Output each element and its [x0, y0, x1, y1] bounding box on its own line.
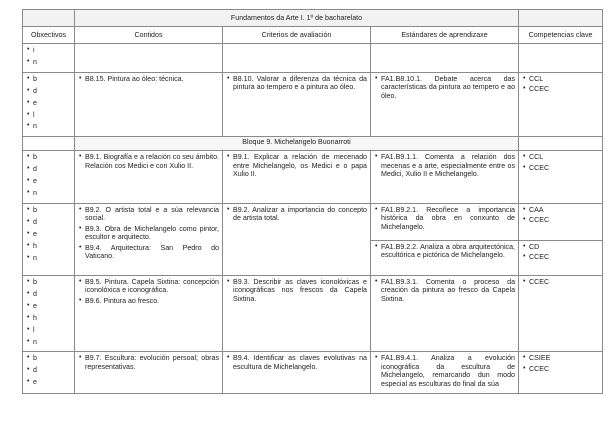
contido-item: • B8.15. Pintura ao óleo: técnica.: [85, 75, 219, 83]
objective-item: • b: [33, 153, 71, 161]
criterio-item: • B8.10. Valorar a diferenza da técnica da pintura ao tempero e a pintura ao óleo.: [233, 75, 367, 92]
objective-item: • e: [33, 177, 71, 185]
objective-item: • n: [33, 189, 71, 197]
contido-item: • B9.3. Obra de Michelangelo como pintor, escultor e arquitecto.: [85, 225, 219, 242]
criterio-item: • B9.4. Identificar as claves evolutivas na escultura de Michelangelo.: [233, 354, 367, 371]
table-row: [23, 203, 603, 240]
objectives-cell: [23, 275, 75, 351]
contidos-cell: [75, 203, 223, 275]
competencias-cell: [519, 240, 603, 275]
criterios-cell: [223, 275, 371, 351]
objective-item: • d: [33, 165, 71, 173]
objective-item: • b: [33, 278, 71, 286]
contidos-cell: [75, 151, 223, 204]
objective-item: • n: [33, 58, 71, 66]
objective-item: • b: [33, 206, 71, 214]
competencias-cell: [519, 72, 603, 137]
contidos-cell: [75, 352, 223, 394]
contidos-cell: [75, 275, 223, 351]
estandares-cell: [371, 203, 519, 240]
competencia-item: • CCL: [529, 153, 599, 161]
objective-item: • e: [33, 302, 71, 310]
header-spacer-right: [519, 10, 603, 27]
objective-item: • d: [33, 290, 71, 298]
objective-item: • i: [33, 46, 71, 54]
column-header-obxectivos: Obxectivos: [23, 27, 75, 44]
estandares-cell: [371, 151, 519, 204]
objective-item: • l: [33, 111, 71, 119]
contido-item: • B9.6. Pintura ao fresco.: [85, 297, 219, 305]
bloque-title: Bloque 9. Michelangelo Buonarroti: [75, 137, 519, 151]
estandar-item: • FA1.B9.2.1. Recoñece a importancia histórica da obra en conxunto de Michelangelo.: [381, 206, 515, 231]
objective-item: • e: [33, 378, 71, 386]
table-row: [23, 352, 603, 394]
column-header-estandares: Estándares de aprendizaxe: [371, 27, 519, 44]
competencias-cell: [519, 203, 603, 240]
contidos-cell: [75, 44, 223, 73]
competencia-item: • CCEC: [529, 365, 599, 373]
competencia-item: • CCL: [529, 75, 599, 83]
competencia-item: • CAA: [529, 206, 599, 214]
criterios-cell: [223, 72, 371, 137]
criterio-item: • B9.1. Explicar a relación de mecenado entre Michelangelo, os Medici e o papa Xulio II.: [233, 153, 367, 178]
competencias-cell: [519, 275, 603, 351]
estandares-cell: [371, 240, 519, 275]
header-spacer: [23, 10, 75, 27]
table-row: [23, 275, 603, 351]
objective-item: • e: [33, 99, 71, 107]
estandar-item: • FA1.B9.1.1. Comenta a relación dos mecenas e a arte, especialmente entre os Medici, Xulio II e Michelangelo.: [381, 153, 515, 178]
objective-item: • e: [33, 230, 71, 238]
criterios-cell: [223, 44, 371, 73]
estandar-item: • FA1.B8.10.1. Debate acerca das características da pintura ao tempero e ao óleo.: [381, 75, 515, 100]
curriculum-table: [22, 9, 603, 394]
contido-item: • B9.7. Escultura: evolución persoal; obras representativas.: [85, 354, 219, 371]
competencias-cell: [519, 352, 603, 394]
estandares-cell: [371, 275, 519, 351]
bloque-row: [23, 137, 603, 151]
objective-item: • d: [33, 366, 71, 374]
criterios-cell: [223, 151, 371, 204]
objectives-cell: [23, 44, 75, 73]
competencia-item: • CCEC: [529, 85, 599, 93]
criterios-cell: [223, 203, 371, 275]
estandares-cell: [371, 44, 519, 73]
estandar-item: • FA1.B9.3.1. Comenta o proceso da creación da pintura ao fresco da Capela Sixtina.: [381, 278, 515, 303]
objectives-cell: [23, 203, 75, 275]
competencias-cell: [519, 44, 603, 73]
contido-item: • B9.5. Pintura. Capela Sixtina: concepción iconolóxica e iconográfica.: [85, 278, 219, 295]
criterios-cell: [223, 352, 371, 394]
bloque-spacer: [23, 137, 75, 151]
table-row: [23, 151, 603, 204]
objectives-cell: [23, 352, 75, 394]
competencias-cell: [519, 151, 603, 204]
table-row: [23, 44, 603, 73]
criterio-item: • B9.2. Analizar a importancia do concepto de artista total.: [233, 206, 367, 223]
contido-item: • B9.1. Biografía e a relación co seu ámbito. Relación cos Medici e con Xulio II.: [85, 153, 219, 170]
objective-item: • h: [33, 242, 71, 250]
objectives-cell: [23, 151, 75, 204]
competencia-item: • CCEC: [529, 164, 599, 172]
objective-item: • n: [33, 122, 71, 130]
objective-item: • d: [33, 87, 71, 95]
table-title: Fundamentos da Arte I. 1º de bacharelato: [75, 10, 519, 27]
competencia-item: • CD: [529, 243, 599, 251]
estandares-cell: [371, 352, 519, 394]
column-header-contidos: Contidos: [75, 27, 223, 44]
objectives-cell: [23, 72, 75, 137]
contido-item: • B9.2. O artista total e a súa relevancia social.: [85, 206, 219, 223]
bloque-spacer-right: [519, 137, 603, 151]
competencia-item: • CCEC: [529, 216, 599, 224]
estandar-item: • FA1.B9.4.1. Analiza a evolución iconográfica da escultura de Michelangelo, remarcando dun modo especial as esculturas do final da súa: [381, 354, 515, 388]
objective-item: • h: [33, 314, 71, 322]
objective-item: • n: [33, 254, 71, 262]
objective-item: • n: [33, 338, 71, 346]
objective-item: • l: [33, 326, 71, 334]
objective-item: • d: [33, 218, 71, 226]
column-header-criterios: Criterios de avaliación: [223, 27, 371, 44]
criterio-item: • B9.3. Describir as claves iconolóxicas e iconográficas nos frescos da Capela Sixtina.: [233, 278, 367, 303]
competencia-item: • CCEC: [529, 278, 599, 286]
table-row: [23, 72, 603, 137]
competencia-item: • CSIEE: [529, 354, 599, 362]
estandar-item: • FA1.B9.2.2. Analiza a obra arquitectónica, escultórica e pictórica de Michelangelo.: [381, 243, 515, 260]
contido-item: • B9.4. Arquitectura: San Pedro do Vaticano.: [85, 244, 219, 261]
competencia-item: • CCEC: [529, 253, 599, 261]
estandares-cell: [371, 72, 519, 137]
objective-item: • b: [33, 75, 71, 83]
objective-item: • b: [33, 354, 71, 362]
contidos-cell: [75, 72, 223, 137]
column-header-competencias: Competencias clave: [519, 27, 603, 44]
